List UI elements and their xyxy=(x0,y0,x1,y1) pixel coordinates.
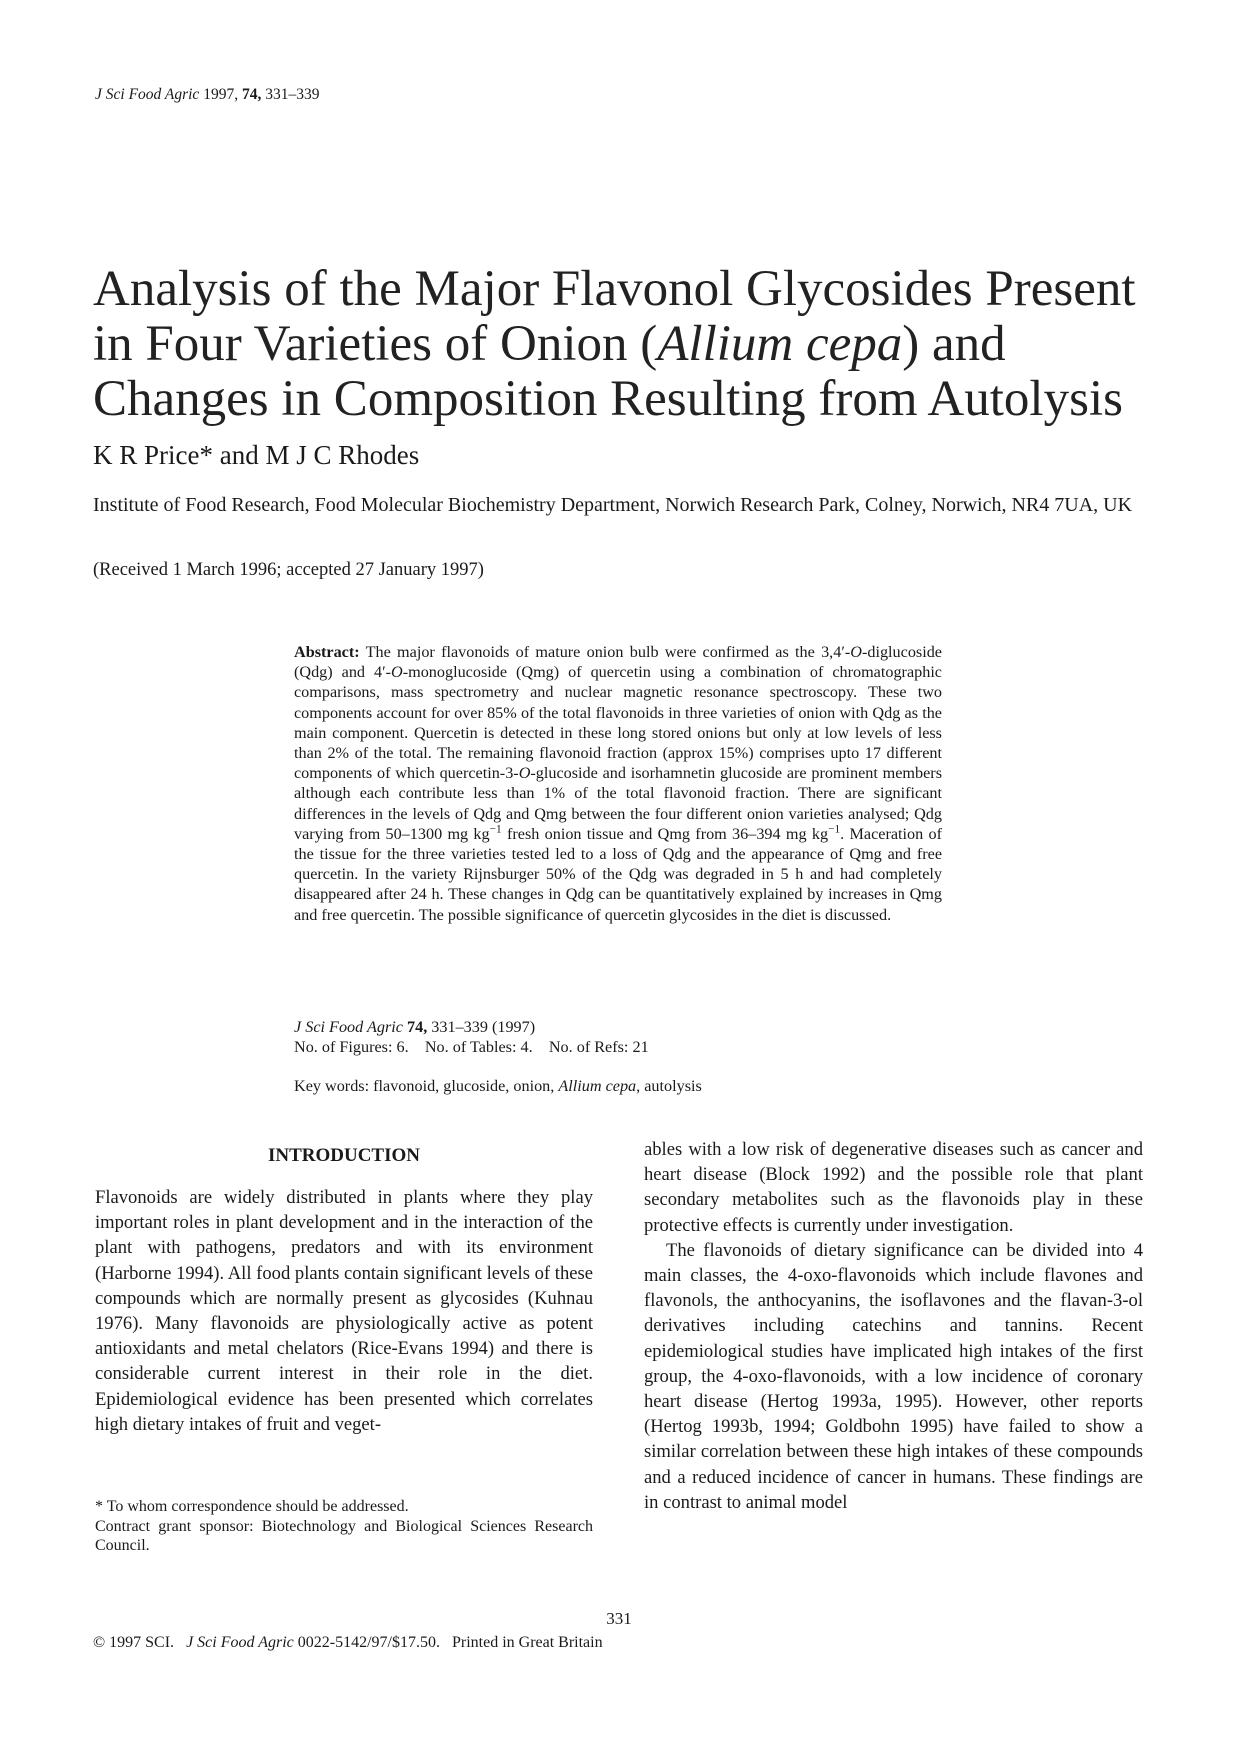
abstract-text: -monoglucoside (Qmg) of quercetin using a combination of chromatographic comparisons, mass spectrometry and nuclear magnetic resonance spectroscopy. These two components account for over 85% of the total flavonoids in three varieties of onion with Qdg as the main component. Quercetin is detected in these long stored onions but only at low levels of less than 2% of the total. The remaining flavonoid fraction (approx 15%) comprises upto 17 different components of which quercetin-3- xyxy=(294,663,942,783)
abstract-italic: O xyxy=(518,764,531,783)
title-text-2: ) and Changes in Composition Resulting from Autolysis xyxy=(93,316,1123,427)
title-species: Allium cepa xyxy=(657,316,903,372)
paper-title xyxy=(93,262,1173,427)
intro-paragraph: The flavonoids of dietary significance can be divided into 4 main classes, the 4-oxo-flavonoids which include flavones and flavonols, the anthocyanins, the isoflavones and the flavan-3-ol derivatives including catechins and tannins. Recent epidemiological studies have implicated high intakes of the first group, the 4-oxo-flavonoids, with a low incidence of coronary heart disease (Hertog 1993a, 1995). However, other reports (Hertog 1993b, 1994; Goldbohn 1995) have failed to show a similar correlation between these high intakes of these compounds and a reduced incidence of cancer in humans. These findings are in contrast to animal model xyxy=(644,1239,1143,1513)
page-number: 331 xyxy=(606,1609,632,1628)
abstract-label: Abstract: xyxy=(294,643,360,661)
section-heading-introduction: INTRODUCTION xyxy=(267,1145,421,1166)
header-journal: J Sci Food Agric xyxy=(95,86,200,103)
abstract-text: -diglucoside (Qdg) and 4′- xyxy=(294,643,942,682)
right-column xyxy=(644,1137,1143,1515)
abstract-text: fresh onion tissue and Qmg from 36–394 mg kg xyxy=(501,824,829,843)
footer-printed: Printed in Great Britain xyxy=(451,1634,603,1651)
intro-paragraph: ables with a low risk of degenerative diseases such as cancer and heart disease (Block 1992) and the possible role that plant secondary metabolites such as the flavonoids play in these protective effects is currently under investigation. xyxy=(644,1139,1143,1236)
abstract-italic: O xyxy=(850,643,862,661)
citation-block xyxy=(294,1017,649,1057)
abstract-superscript: −1 xyxy=(489,823,502,836)
footer-journal: J Sci Food Agric xyxy=(186,1634,294,1651)
title-text-1: Analysis of the Major Flavonol Glycosides Present in Four Varieties of Onion ( xyxy=(93,261,1136,372)
abstract-text: The major flavonoids of mature onion bulb were confirmed as the 3,4′- xyxy=(359,643,851,661)
citation-counts: No. of Figures: 6. No. of Tables: 4. No. of Refs: 21 xyxy=(294,1038,649,1056)
citation-line xyxy=(294,1017,649,1037)
intro-paragraph: Flavonoids are widely distributed in plants where they play important roles in plant development and in the interaction of the plant with pathogens, predators and with its environment (Harborne 1994). All food plants contain significant levels of these compounds which are normally present as glycosides (Kuhnau 1976). Many flavonoids are physiologically active as potent antioxidants and metal chelators (Rice-Evans 1994) and there is considerable current interest in their role in the diet. Epidemiological evidence has been presented which correlates high dietary intakes of fruit and veget- xyxy=(95,1187,593,1435)
running-header xyxy=(95,86,319,104)
abstract-text: -glucoside and isorhamnetin glucoside are prominent members although each contribute less than 1% of the total flavonoid fraction. There are significant differences in the levels of Qdg and Qmg between the four different onion varieties analysed; Qdg varying from 50–1300 mg kg xyxy=(294,764,942,843)
abstract-text: . Maceration of the tissue for the three varieties tested led to a loss of Qdg and the appearance of Qmg and free quercetin. In the variety Rijnsburger 50% of the Qdg was degraded in 5 h and had completely disappeared after 24 h. These changes in Qdg can be quantitatively explained by increases in Qmg and free quercetin. The possible significance of quercetin glycosides in the diet is discussed. xyxy=(294,824,942,924)
header-year: 1997, xyxy=(203,86,239,103)
header-volume: 74, xyxy=(241,86,262,103)
keywords-species: Allium cepa xyxy=(558,1077,637,1095)
received-dates: (Received 1 March 1996; accepted 27 January 1997) xyxy=(93,560,484,580)
affiliation: Institute of Food Research, Food Molecular Biochemistry Department, Norwich Research Park, Colney, Norwich, NR4 7UA, UK xyxy=(93,494,1133,516)
footer-issn: 0022-5142/97/$17.50. xyxy=(293,1634,440,1651)
keywords-rest: , autolysis xyxy=(636,1077,702,1095)
abstract-superscript: −1 xyxy=(828,823,841,836)
keywords-label: Key words: flavonoid, glucoside, onion, xyxy=(294,1077,559,1095)
citation-pages: 331–339 (1997) xyxy=(427,1018,536,1036)
footnote-correspondence: * To whom correspondence should be addressed. xyxy=(95,1498,409,1515)
header-pages: 331–339 xyxy=(265,86,320,103)
page-footer xyxy=(93,1634,603,1652)
keywords xyxy=(294,1077,702,1096)
citation-journal: J Sci Food Agric xyxy=(294,1018,403,1036)
authors: K R Price* and M J C Rhodes xyxy=(93,440,420,470)
citation-volume: 74, xyxy=(407,1018,428,1036)
abstract xyxy=(294,642,942,925)
abstract-italic: O xyxy=(391,663,403,682)
left-column xyxy=(95,1185,593,1437)
footnotes xyxy=(95,1497,593,1556)
footer-copyright: © 1997 SCI. xyxy=(93,1634,175,1651)
footnote-grant: Contract grant sponsor: Biotechnology and Biological Sciences Research Council. xyxy=(95,1517,593,1554)
